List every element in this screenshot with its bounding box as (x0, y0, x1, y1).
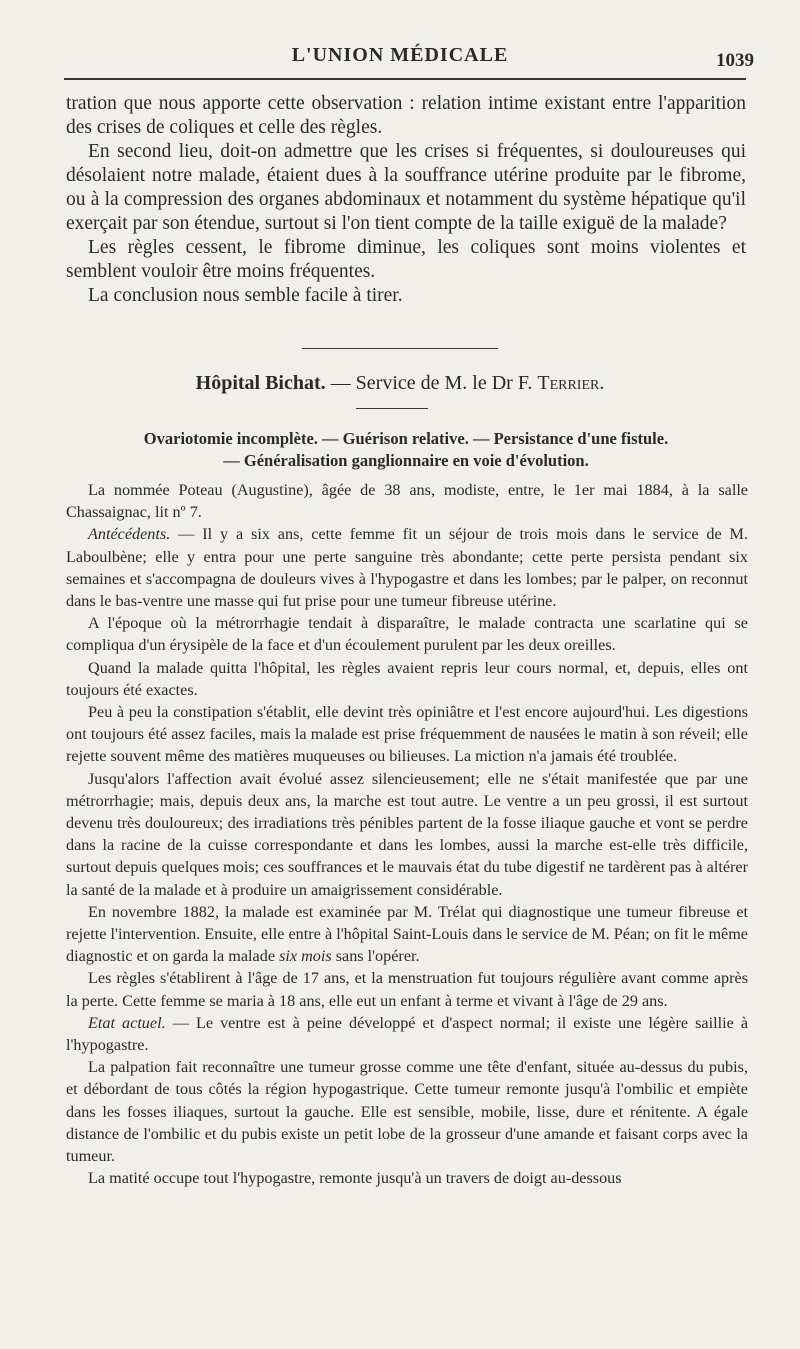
paragraph-text: sans l'opérer. (331, 947, 420, 966)
subheading: Etat actuel. (88, 1013, 166, 1032)
paragraph: Les règles cessent, le fibrome diminue, les coliques sont moins violentes et semblent vouloir être moins fréquentes. (66, 237, 746, 282)
paragraph-text: — Il y a six ans, cette femme fit un séjour de trois mois dans le service de M. Laboulbène; elle y entra pour une perte sanguine très abondante; cette perte persista pendant six semaines et s'accompagna de douleurs vives à l'hypogastre et dans les lombes; par le palper, on reconnut dans le bas-ventre une masse qui fut prise pour une tumeur fibreuse utérine. (66, 525, 748, 611)
paragraph: Peu à peu la constipation s'établit, elle devint très opiniâtre et l'est encore aujourd'hui. Les digestions ont toujours été assez faciles, mais la malade est prise fréquemment de nausées le matin à son réveil; elle rejette souvent même des matières muqueuses ou bilieuses. La miction n'a jamais été troublée. (66, 703, 748, 766)
paragraph: A l'époque où la métrorrhagie tendait à disparaître, le malade contracta une scarlatine qui se compliqua d'un érysipèle de la face et d'un écoulement purulent par les deux oreilles. (66, 614, 748, 655)
paragraph: En second lieu, doit-on admettre que les crises si fréquentes, si douloureuses qui désolaient notre malade, étaient dues à la souffrance utérine produite par le fibrome, ou à la compression des organes abdominaux et notamment du système hépatique qu'il exerçait par son étendue, surtout si l'on tient compte de la taille exiguë de la malade? (66, 141, 746, 234)
paragraph (66, 1012, 748, 1056)
running-head (0, 44, 800, 74)
paragraph: Quand la malade quitta l'hôpital, les règles avaient repris leur cours normal, et, depuis, elles ont toujours été exactes. (66, 658, 748, 699)
case-title-line: — Généralisation ganglionnaire en voie d'évolution. (223, 451, 589, 470)
paragraph: Jusqu'alors l'affection avait évolué assez silencieusement; elle ne s'était manifestée que par une métrorrhagie; mais, depuis deux ans, la marche est tout autre. Le ventre a un peu grossi, il est surtout devenu très douloureux; des irradiations très pénibles partent de la fosse iliaque gauche et vont se perdre dans la racine de la cuisse correspondante et dans les lombes, aussi la marche est-elle très difficile, surtout depuis quelques mois; ces souffrances et le mauvais état du tube digestif ne tardèrent pas à altérer la santé de la malade et à produire un amaigrissement considérable. (66, 769, 748, 899)
header-rule (64, 78, 746, 80)
doctor-name: Terrier. (537, 372, 605, 394)
subheading: Antécédents. (88, 525, 171, 544)
paragraph-text: — Le ventre est à peine développé et d'aspect normal; il existe une légère saillie à l'hypogastre. (66, 1013, 749, 1055)
page-number: 1039 (716, 50, 754, 71)
paragraph: La conclusion nous semble facile à tirer. (88, 285, 403, 306)
paragraph (66, 901, 748, 968)
case-report (66, 479, 748, 1190)
section-divider (302, 348, 498, 349)
heading-divider (356, 408, 428, 409)
previous-case-conclusion (66, 92, 746, 308)
emphasis: six mois (279, 947, 332, 966)
section-heading (0, 372, 800, 395)
paragraph: Les règles s'établirent à l'âge de 17 ans, et la menstruation fut toujours régulière avant comme après la perte. Cette femme se maria à 18 ans, elle eut un enfant à terme et vivant à l'âge de 29 ans. (66, 969, 748, 1010)
case-title (66, 428, 746, 472)
service-label: — Service de M. le Dr F. (330, 372, 538, 394)
hospital-name: Hôpital Bichat. (195, 372, 326, 394)
paragraph-text: En novembre 1882, la malade est examinée par M. Trélat qui diagnostique une tumeur fibreuse et rejette l'intervention. Ensuite, elle entre à l'hôpital Saint-Louis dans le service de M. Péan; on fit le même diagnostic et on garda la malade (66, 902, 748, 966)
paragraph: tration que nous apporte cette observation : relation intime existant entre l'apparition des crises de coliques et celle des règles. (66, 93, 746, 138)
case-title-line: Ovariotomie incomplète. — Guérison relative. — Persistance d'une fistule. (143, 429, 669, 448)
paragraph: La palpation fait reconnaître une tumeur grosse comme une tête d'enfant, située au-dessus du pubis, et débordant de tous côtés la région hypogastrique. Cette tumeur remonte jusqu'à l'ombilic et empiète dans les fosses iliaques, surtout la gauche. Elle est sensible, mobile, lisse, dure et rénitente. A égale distance de l'ombilic et du pubis existe un petit lobe de la grosseur d'une amande et faisant corps avec la tumeur. (66, 1058, 748, 1166)
paragraph: La matité occupe tout l'hypogastre, remonte jusqu'à un travers de doigt au-dessous (88, 1169, 622, 1188)
paragraph (66, 523, 748, 612)
paragraph: La nommée Poteau (Augustine), âgée de 38 ans, modiste, entre, le 1er mai 1884, à la salle Chassaignac, lit nº 7. (66, 481, 748, 522)
journal-title: L'UNION MÉDICALE (291, 44, 509, 66)
